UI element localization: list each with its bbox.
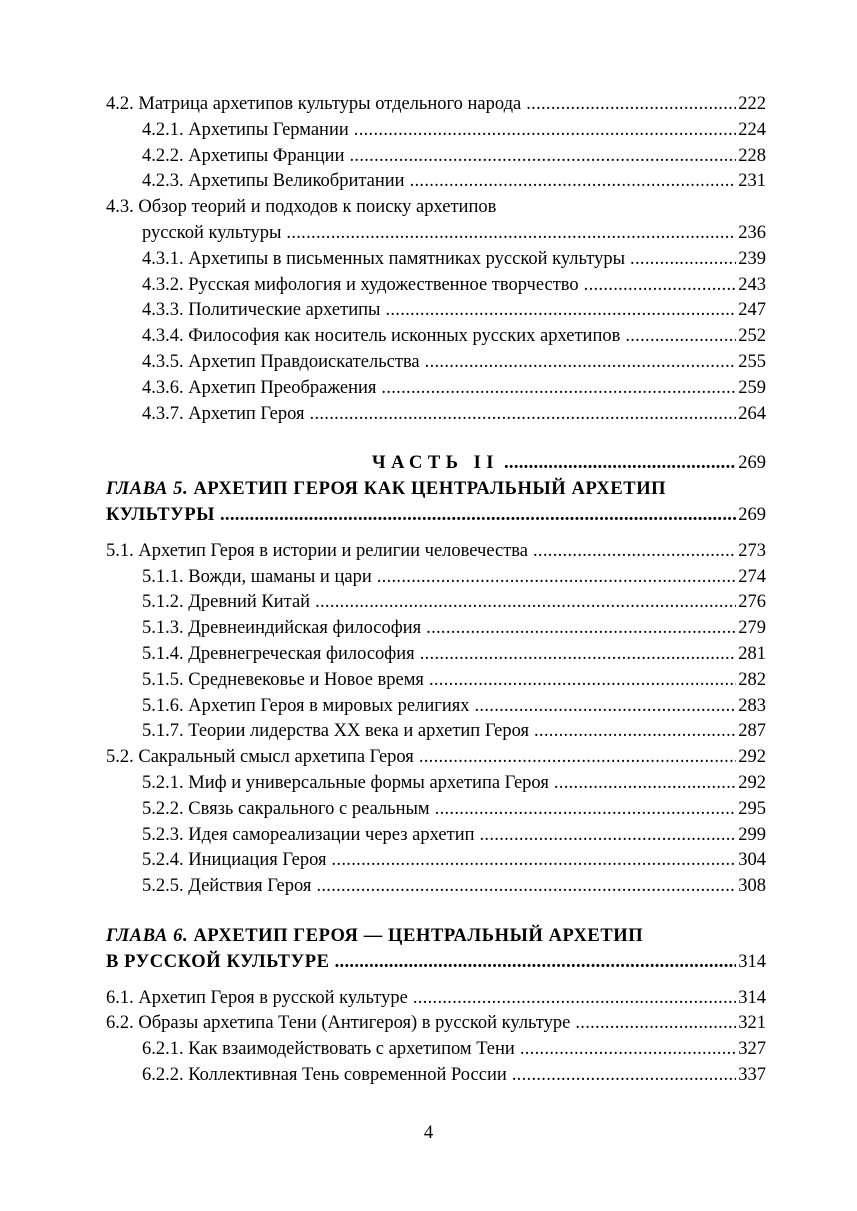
toc-entry-title: 5.1.6. Архетип Героя в мировых религиях — [142, 695, 470, 716]
dot-leader — [315, 590, 736, 616]
toc-entry — [106, 539, 766, 565]
toc-entry-page: 299 — [738, 824, 766, 845]
toc-entry — [106, 986, 766, 1012]
toc-entry — [106, 1063, 766, 1089]
spacer — [106, 529, 766, 539]
toc-entry-page: 228 — [738, 145, 766, 166]
dot-leader — [584, 273, 737, 299]
toc-entry-page: 292 — [738, 772, 766, 793]
dot-leader — [575, 1011, 736, 1037]
toc-entry-page: 308 — [738, 876, 766, 897]
dot-leader — [286, 221, 736, 247]
toc-entry — [106, 169, 766, 195]
chapter-page: 269 — [738, 504, 766, 525]
toc-entry-title: 5.1.1. Вожди, шаманы и цари — [142, 566, 372, 587]
toc-entry-title: 5.2.5. Действия Героя — [142, 876, 312, 897]
toc-entry-title: 5.2.1. Миф и универсальные формы архетипа Героя — [142, 772, 549, 793]
part-page: 269 — [738, 453, 766, 474]
chapter-title-cont: В РУССКОЙ КУЛЬТУРЕ — [106, 951, 330, 972]
toc-entry-page: 327 — [738, 1039, 766, 1060]
toc-entry — [106, 324, 766, 350]
dot-leader — [410, 169, 737, 195]
toc-entry — [106, 1011, 766, 1037]
toc-entry-title: 5.1.5. Средневековье и Новое время — [142, 669, 424, 690]
toc-entry-page: 292 — [738, 747, 766, 768]
toc-entry-title: 4.2.1. Архетипы Германии — [142, 119, 349, 140]
toc-entry — [106, 642, 766, 668]
toc-entry-page: 224 — [738, 119, 766, 140]
toc-entry — [106, 874, 766, 900]
toc-entry-title: 5.2. Сакральный смысл архетипа Героя — [106, 747, 414, 768]
toc-entry — [106, 350, 766, 376]
toc-entry-title: 4.2. Матрица архетипов культуры отдельного народа — [106, 94, 522, 114]
toc-entry — [106, 694, 766, 720]
toc-entry-title: 5.2.4. Инициация Героя — [142, 850, 327, 871]
chapter-page: 314 — [738, 951, 766, 972]
toc-entry-page: 273 — [738, 540, 766, 561]
dot-leader — [413, 986, 736, 1012]
toc-entry-title: 4.2.2. Архетипы Франции — [142, 145, 345, 166]
toc-entry — [106, 771, 766, 797]
toc-entry — [106, 797, 766, 823]
page-number: 4 — [423, 1123, 434, 1143]
toc-entry — [106, 298, 766, 324]
toc-entry-title: 4.3. Обзор теорий и подходов к поиску архетипов — [106, 197, 497, 218]
toc-entry-page: 337 — [738, 1064, 766, 1085]
chapter-5-heading-line1 — [106, 477, 766, 503]
toc-entry-page: 321 — [738, 1013, 766, 1034]
toc-entry-title: 4.3.2. Русская мифология и художественное творчество — [142, 274, 579, 295]
chapter-5-heading-line2 — [106, 503, 766, 529]
toc-entry-title: русской культуры — [142, 222, 282, 243]
dot-leader — [332, 848, 737, 874]
toc-entry — [106, 823, 766, 849]
toc-entry — [106, 118, 766, 144]
toc-entry-page: 282 — [738, 669, 766, 690]
chapter-title: АРХЕТИП ГЕРОЯ КАК ЦЕНТРАЛЬНЫЙ АРХЕТИП — [193, 479, 667, 500]
toc-entry — [106, 144, 766, 170]
chapter-label: ГЛАВА 6. — [106, 925, 189, 946]
toc-entry — [106, 565, 766, 591]
toc-entry-title: 4.3.6. Архетип Преображения — [142, 377, 377, 398]
dot-leader — [335, 950, 737, 976]
toc-entry-page: 236 — [738, 222, 766, 243]
part-heading — [106, 451, 766, 477]
chapter-6-heading-line1 — [106, 924, 766, 950]
toc-entry-title: 5.2.3. Идея самореализации через архетип — [142, 824, 475, 845]
dot-leader — [504, 451, 736, 477]
toc-entry-title: 6.2. Образы архетипа Тени (Антигероя) в русской культуре — [106, 1013, 571, 1034]
toc-entry-page: 287 — [738, 721, 766, 742]
table-of-contents — [106, 92, 766, 1089]
dot-leader — [512, 1063, 737, 1089]
toc-entry-4-3-line1 — [106, 195, 766, 221]
dot-leader — [425, 350, 737, 376]
dot-leader — [385, 298, 736, 324]
toc-entry-title: 4.3.1. Архетипы в письменных памятниках русской культуры — [142, 248, 626, 269]
toc-entry-page: 295 — [738, 798, 766, 819]
toc-entry-title: 4.3.5. Архетип Правдоискательства — [142, 351, 420, 372]
dot-leader — [381, 376, 736, 402]
toc-entry-title: 5.1.2. Древний Китай — [142, 592, 311, 613]
toc-entry-page: 231 — [738, 171, 766, 192]
dot-leader — [354, 118, 736, 144]
spacer — [106, 976, 766, 986]
toc-entry-title: 4.3.4. Философия как носитель исконных русских архетипов — [142, 326, 621, 347]
chapter-label: ГЛАВА 5. — [106, 479, 189, 500]
toc-entry-page: 239 — [738, 248, 766, 269]
dot-leader — [420, 642, 737, 668]
toc-entry — [106, 273, 766, 299]
toc-entry-page: 283 — [738, 695, 766, 716]
toc-entry-page: 243 — [738, 274, 766, 295]
dot-leader — [377, 565, 737, 591]
toc-entry-title: 6.2.2. Коллективная Тень современной России — [142, 1064, 507, 1085]
toc-entry — [106, 402, 766, 428]
toc-entry-title: 5.1.7. Теории лидерства XX века и архетип Героя — [142, 721, 529, 742]
toc-entry-page: 304 — [738, 850, 766, 871]
toc-entry — [106, 616, 766, 642]
part-title: ЧАСТЬ II — [372, 453, 499, 474]
toc-entry — [106, 745, 766, 771]
toc-entry — [106, 92, 766, 118]
dot-leader — [220, 503, 736, 529]
toc-entry-title: 5.1. Архетип Героя в истории и религии человечества — [106, 540, 528, 561]
toc-entry — [106, 668, 766, 694]
dot-leader — [349, 144, 736, 170]
toc-entry — [106, 247, 766, 273]
dot-leader — [419, 745, 736, 771]
dot-leader — [475, 694, 737, 720]
toc-entry-page: 281 — [738, 643, 766, 664]
chapter-title: АРХЕТИП ГЕРОЯ — ЦЕНТРАЛЬНЫЙ АРХЕТИП — [193, 925, 644, 946]
toc-entry-title: 6.2.1. Как взаимодействовать с архетипом Тени — [142, 1039, 515, 1060]
dot-leader — [630, 247, 736, 273]
toc-entry-page: 255 — [738, 351, 766, 372]
dot-leader — [310, 402, 737, 428]
toc-entry-page: 279 — [738, 618, 766, 639]
toc-entry-page: 274 — [738, 566, 766, 587]
dot-leader — [435, 797, 737, 823]
toc-entry-title: 4.2.3. Архетипы Великобритании — [142, 171, 405, 192]
dot-leader — [534, 719, 736, 745]
toc-entry-4-3-line2 — [106, 221, 766, 247]
toc-entry-page: 252 — [738, 326, 766, 347]
toc-entry-page: 276 — [738, 592, 766, 613]
toc-entry-page: 259 — [738, 377, 766, 398]
dot-leader — [554, 771, 736, 797]
chapter-title-cont: КУЛЬТУРЫ — [106, 504, 215, 525]
toc-entry — [106, 376, 766, 402]
toc-entry-title: 5.1.3. Древнеиндийская философия — [142, 618, 422, 639]
toc-entry-title: 5.1.4. Древнегреческая философия — [142, 643, 415, 664]
toc-entry-page: 314 — [738, 987, 766, 1008]
toc-entry — [106, 848, 766, 874]
toc-entry-page: 247 — [738, 300, 766, 321]
spacer — [106, 900, 766, 924]
dot-leader — [526, 92, 736, 118]
toc-entry-title: 5.2.2. Связь сакрального с реальным — [142, 798, 430, 819]
dot-leader — [429, 668, 736, 694]
dot-leader — [520, 1037, 736, 1063]
toc-entry — [106, 1037, 766, 1063]
dot-leader — [533, 539, 736, 565]
toc-entry-title: 6.1. Архетип Героя в русской культуре — [106, 987, 408, 1008]
toc-entry — [106, 590, 766, 616]
dot-leader — [426, 616, 736, 642]
toc-entry-title: 4.3.7. Архетип Героя — [142, 403, 305, 424]
spacer — [106, 427, 766, 451]
toc-entry-page: 222 — [738, 94, 766, 114]
dot-leader — [625, 324, 736, 350]
toc-entry-page: 264 — [738, 403, 766, 424]
dot-leader — [480, 823, 737, 849]
toc-entry-title: 4.3.3. Политические архетипы — [142, 300, 381, 321]
dot-leader — [316, 874, 736, 900]
chapter-6-heading-line2 — [106, 950, 766, 976]
toc-entry — [106, 719, 766, 745]
